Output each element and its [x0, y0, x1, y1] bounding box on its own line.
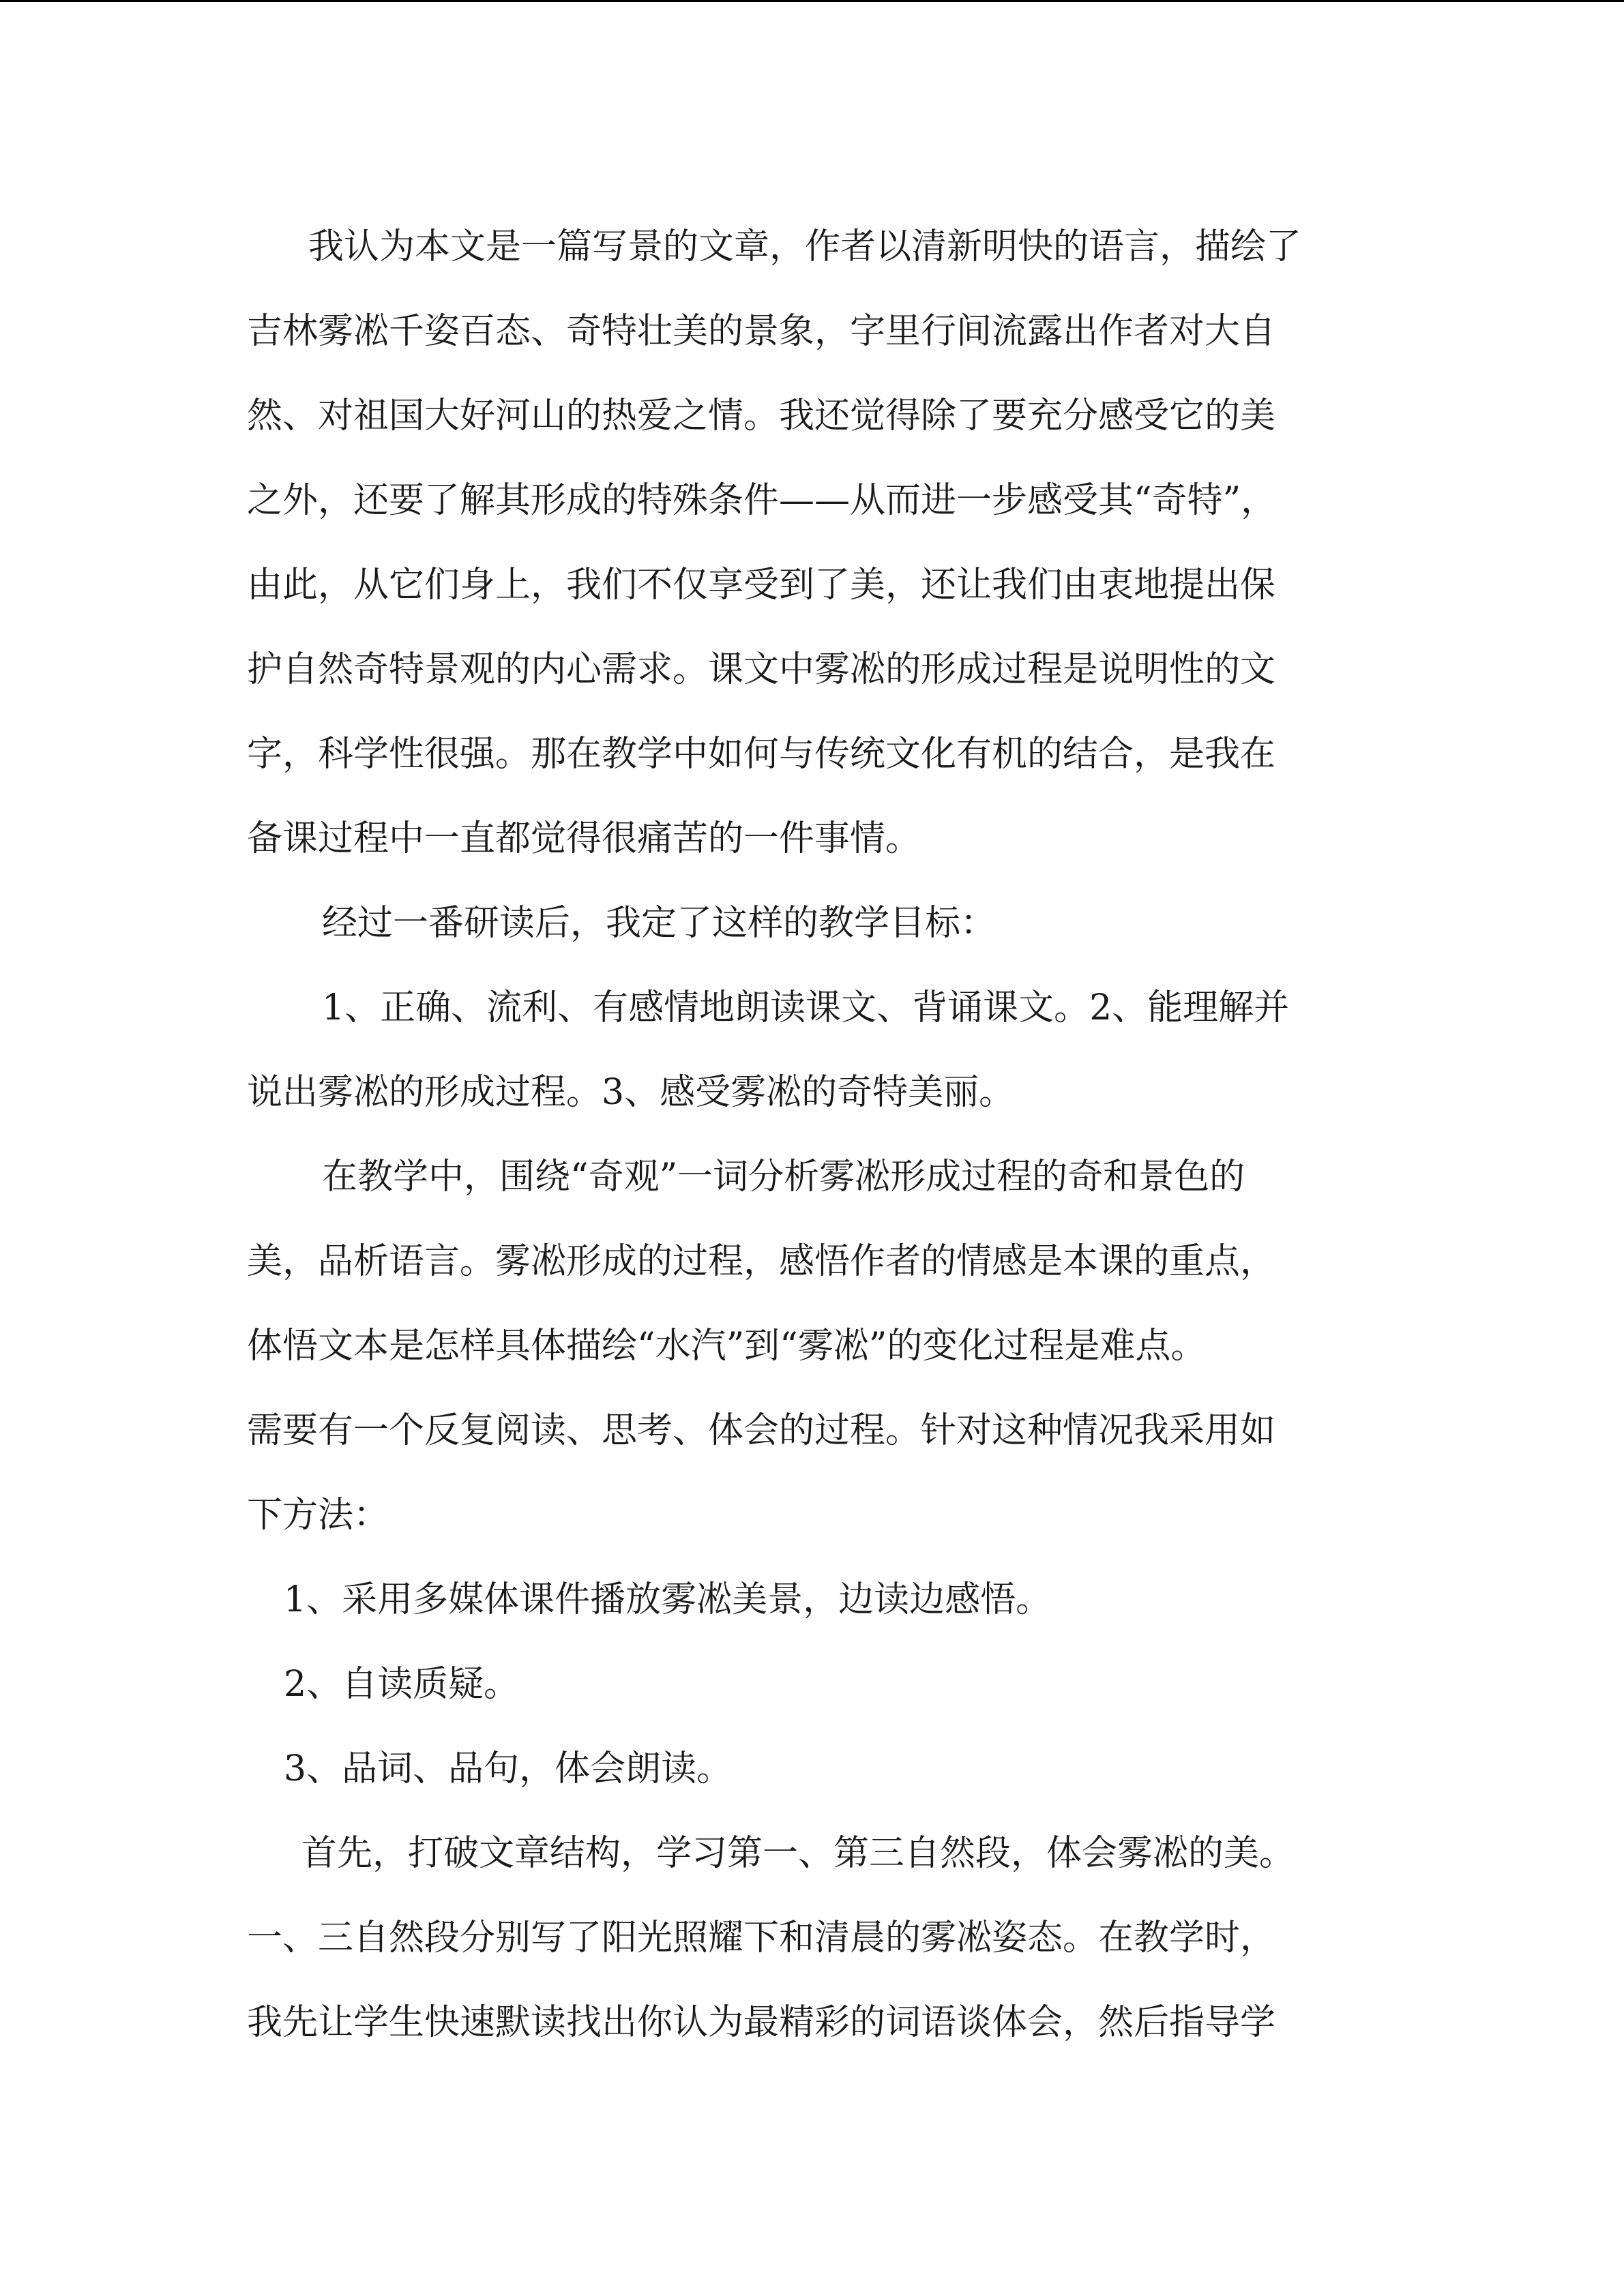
text-line: 经过一番研读后，我定了这样的教学目标：: [322, 903, 996, 944]
text-line: 然、对祖国大好河山的热爱之情。我还觉得除了要充分感受它的美: [247, 396, 1276, 436]
list-item: 3、品词、品句，体会朗读。: [284, 1748, 733, 1789]
text-line: 我先让学生快速默读找出你认为最精彩的词语谈体会，然后指导学: [247, 2002, 1276, 2043]
text-line: 之外，还要了解其形成的特殊条件——从而进一步感受其“奇特”，: [247, 480, 1277, 521]
text-line: 备课过程中一直都觉得很痛苦的一件事情。: [247, 818, 921, 859]
text-line: 护自然奇特景观的内心需求。课文中雾凇的形成过程是说明性的文: [247, 649, 1276, 690]
text-line: 体悟文本是怎样具体描绘“水汽”到“雾凇”的变化过程是难点。: [247, 1326, 1207, 1367]
list-item: 2、自读质疑。: [284, 1664, 520, 1705]
list-item: 1、采用多媒体课件播放雾凇美景，边读边感悟。: [284, 1579, 1052, 1620]
document-body: [247, 205, 1379, 2065]
text-line: 我认为本文是一篇写景的文章，作者以清新明快的语言，描绘了: [308, 226, 1302, 267]
text-line: 下方法：: [247, 1495, 389, 1536]
text-line: 美，品析语言。雾凇形成的过程，感悟作者的情感是本课的重点，: [247, 1241, 1276, 1282]
text-line: 说出雾凇的形成过程。3、感受雾凇的奇特美丽。: [247, 1072, 1015, 1113]
text-line: 一、三自然段分别写了阳光照耀下和清晨的雾凇姿态。在教学时，: [247, 1918, 1276, 1958]
text-line: 需要有一个反复阅读、思考、体会的过程。针对这种情况我采用如: [247, 1410, 1276, 1451]
text-line: 字，科学性很强。那在教学中如何与传统文化有机的结合，是我在: [247, 734, 1276, 775]
text-line: 首先，打破文章结构，学习第一、第三自然段，体会雾凇的美。: [301, 1833, 1295, 1874]
text-line: 1、正确、流利、有感情地朗读课文、背诵课文。2、能理解并: [322, 987, 1290, 1028]
text-line: 吉林雾凇千姿百态、奇特壮美的景象，字里行间流露出作者对大自: [247, 311, 1276, 352]
page-top-border: [0, 0, 1624, 2]
text-line: 由此，从它们身上，我们不仅享受到了美，还让我们由衷地提出保: [247, 565, 1276, 606]
text-line: 在教学中，围绕“奇观”一词分析雾凇形成过程的奇和景色的: [322, 1157, 1245, 1197]
